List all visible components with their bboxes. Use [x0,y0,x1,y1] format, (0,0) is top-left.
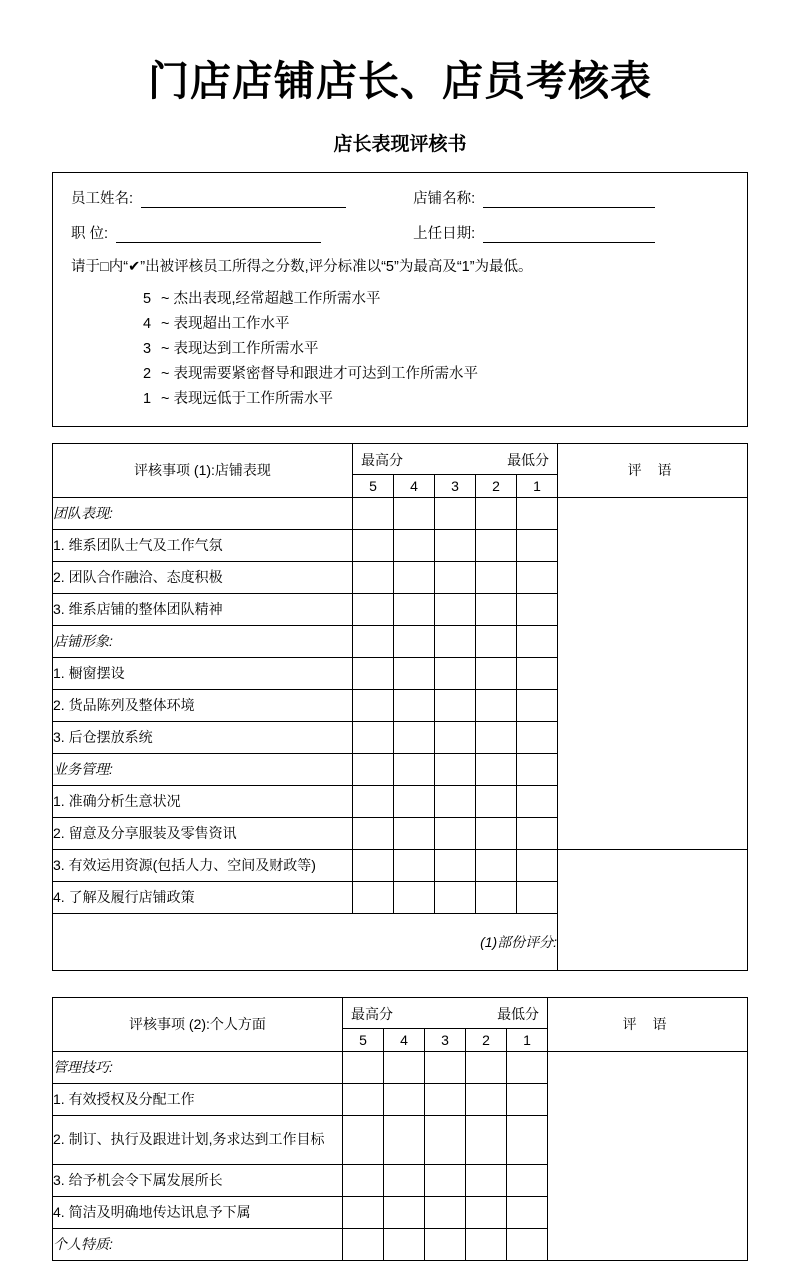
score-cell-5[interactable] [343,1115,384,1164]
score-cell-5[interactable] [353,625,394,657]
position-field[interactable] [71,222,413,243]
score-cell-5[interactable] [353,561,394,593]
employee-name-label: 员工姓名: [71,191,134,208]
scale-item-3: 3 ~ 表现达到工作所需水平 [71,337,729,362]
score-cell-5[interactable] [353,689,394,721]
score-col-4: 4 [394,474,435,497]
section1-item: 4. 了解及履行店铺政策 [53,881,353,913]
score-cell-4[interactable] [394,817,435,849]
section1-group3-category: 业务管理: [53,753,353,785]
score-cell-3[interactable] [425,1164,466,1196]
score-cell-4[interactable] [394,881,435,913]
section2-comment-cell[interactable] [548,1051,748,1260]
section1-rating-table [52,443,748,971]
score-cell-2[interactable] [476,593,517,625]
score-col-2: 2 [476,474,517,497]
score-cell-2[interactable] [476,753,517,785]
instruction-text: 请于□内“✔”出被评核员工所得之分数,评分标准以“5”为最高及“1”为最低。 [71,259,533,276]
store-name-label: 店铺名称: [413,191,476,208]
rating-scale-list [71,287,729,412]
score-cell-1[interactable] [507,1115,548,1164]
score-cell-3[interactable] [435,785,476,817]
score-cell-3[interactable] [435,593,476,625]
page-title: 门店店铺店长、店员考核表 [148,58,652,104]
score-cell-3[interactable] [435,721,476,753]
score-col-5: 5 [353,474,394,497]
scale-number-1: 1 [143,390,152,407]
start-date-field[interactable] [413,222,729,243]
start-date-label: 上任日期: [413,226,476,243]
scale-item-1: 1 ~ 表现远低于工作所需水平 [71,387,729,412]
score-cell-5[interactable] [353,817,394,849]
score-cell-1[interactable] [517,497,558,529]
score-cell-1[interactable] [517,881,558,913]
score-cell-4[interactable] [394,849,435,881]
score-col-5: 5 [343,1028,384,1051]
score-cell-4[interactable] [384,1115,425,1164]
score-cell-5[interactable] [353,593,394,625]
score-cell-1[interactable] [517,753,558,785]
section2-item: 3. 给予机会令下属发展所长 [53,1164,343,1196]
score-cell-2[interactable] [476,529,517,561]
score-cell-5[interactable] [353,721,394,753]
score-cell-3[interactable] [425,1196,466,1228]
score-col-1: 1 [507,1028,548,1051]
score-cell-2[interactable] [476,689,517,721]
score-col-2: 2 [466,1028,507,1051]
score-cell-4[interactable] [384,1083,425,1115]
score-cell-4[interactable] [394,785,435,817]
score-cell-4[interactable] [384,1228,425,1260]
score-cell-2[interactable] [476,561,517,593]
score-cell-4[interactable] [384,1196,425,1228]
score-cell-5[interactable] [353,497,394,529]
score-cell-1[interactable] [517,849,558,881]
score-cell-3[interactable] [425,1051,466,1083]
score-cell-4[interactable] [394,625,435,657]
score-cell-5[interactable] [353,785,394,817]
scale-item-2: 2 ~ 表现需要紧密督导和跟进才可达到工作所需水平 [71,362,729,387]
section1-minmax-header [353,443,558,474]
score-cell-4[interactable] [384,1051,425,1083]
score-cell-2[interactable] [466,1083,507,1115]
section1-item: 2. 留意及分享服装及零售资讯 [53,817,353,849]
max-score-label: 最高分 [351,1005,393,1022]
start-date-input[interactable] [483,227,655,243]
score-cell-4[interactable] [394,497,435,529]
score-cell-5[interactable] [353,657,394,689]
score-cell-1[interactable] [517,785,558,817]
score-cell-5[interactable] [343,1051,384,1083]
scale-item-4: 4 ~ 表现超出工作水平 [71,312,729,337]
score-cell-5[interactable] [343,1228,384,1260]
section1-comment-cell[interactable] [558,497,748,849]
score-cell-1[interactable] [517,529,558,561]
section1-header-row [53,443,748,474]
scale-text-4: 表现超出工作水平 [173,315,290,332]
section1-group2-category: 店铺形象: [53,625,353,657]
score-cell-2[interactable] [476,657,517,689]
score-cell-4[interactable] [394,561,435,593]
employee-name-field[interactable] [71,187,413,208]
score-cell-2[interactable] [466,1228,507,1260]
table-row [53,497,748,529]
position-input[interactable] [116,227,321,243]
scale-text-2: 表现需要紧密督导和跟进才可达到工作所需水平 [173,365,479,382]
section1-item: 2. 货品陈列及整体环境 [53,689,353,721]
score-cell-5[interactable] [343,1196,384,1228]
score-cell-1[interactable] [517,689,558,721]
score-cell-3[interactable] [425,1228,466,1260]
section2-item: 2. 制订、执行及跟进计划,务求达到工作目标 [53,1115,343,1164]
store-name-field[interactable] [413,187,729,208]
score-cell-2[interactable] [466,1051,507,1083]
score-cell-1[interactable] [507,1051,548,1083]
score-cell-1[interactable] [517,817,558,849]
score-cell-3[interactable] [435,529,476,561]
min-score-label: 最低分 [497,1005,540,1022]
section1-comment-header: 评 语 [558,443,748,497]
score-cell-4[interactable] [394,593,435,625]
section1-item: 2. 团队合作融洽、态度积极 [53,561,353,593]
score-cell-5[interactable] [343,1164,384,1196]
section1-item: 1. 橱窗摆设 [53,657,353,689]
score-cell-1[interactable] [507,1164,548,1196]
scale-text-3: 表现达到工作所需水平 [173,340,319,357]
score-cell-2[interactable] [476,817,517,849]
min-score-label: 最低分 [507,451,550,468]
score-cell-2[interactable] [476,625,517,657]
score-cell-5[interactable] [353,753,394,785]
score-cell-3[interactable] [435,497,476,529]
score-cell-5[interactable] [343,1083,384,1115]
score-cell-1[interactable] [517,721,558,753]
score-cell-3[interactable] [435,561,476,593]
table-row [53,1051,748,1083]
score-cell-3[interactable] [435,625,476,657]
score-cell-4[interactable] [384,1164,425,1196]
table-row [53,849,748,881]
employee-name-input[interactable] [141,192,346,208]
score-cell-4[interactable] [394,753,435,785]
score-cell-3[interactable] [435,849,476,881]
section2-heading: 评核事项 (2):个人方面 [53,997,343,1051]
score-cell-1[interactable] [517,593,558,625]
section1-item: 1. 维系团队士气及工作气氛 [53,529,353,561]
section2-header-row [53,997,748,1028]
score-cell-2[interactable] [466,1196,507,1228]
section2-group2-category: 个人特质: [53,1228,343,1260]
section1-item: 3. 有效运用资源(包括人力、空间及财政等) [53,849,353,881]
section1-item: 1. 准确分析生意状况 [53,785,353,817]
score-cell-3[interactable] [425,1083,466,1115]
score-cell-3[interactable] [435,689,476,721]
section1-group1-category: 团队表现: [53,497,353,529]
scale-number-4: 4 [143,315,152,332]
score-cell-3[interactable] [435,657,476,689]
section1-subtotal-label: (1)部份评分: [53,913,558,970]
max-score-label: 最高分 [361,451,403,468]
score-cell-2[interactable] [476,497,517,529]
score-cell-1[interactable] [517,657,558,689]
section1-item: 3. 后仓摆放系统 [53,721,353,753]
score-col-3: 3 [425,1028,466,1051]
store-name-input[interactable] [483,192,655,208]
score-col-1: 1 [517,474,558,497]
score-cell-4[interactable] [394,721,435,753]
score-cell-2[interactable] [476,849,517,881]
score-cell-3[interactable] [425,1115,466,1164]
section2-comment-header: 评 语 [548,997,748,1051]
scale-text-5: 杰出表现,经常超越工作所需水平 [173,290,381,307]
section2-group1-category: 管理技巧: [53,1051,343,1083]
score-cell-2[interactable] [476,881,517,913]
score-cell-2[interactable] [466,1164,507,1196]
section1-item: 3. 维系店铺的整体团队精神 [53,593,353,625]
score-cell-5[interactable] [353,881,394,913]
score-cell-4[interactable] [394,529,435,561]
info-row-1 [71,187,729,208]
score-cell-1[interactable] [507,1083,548,1115]
section1-heading: 评核事项 (1):店铺表现 [53,443,353,497]
score-cell-5[interactable] [353,529,394,561]
score-cell-2[interactable] [476,721,517,753]
score-col-3: 3 [435,474,476,497]
score-cell-3[interactable] [435,753,476,785]
section2-item: 1. 有效授权及分配工作 [53,1083,343,1115]
section1-comment-cell-lower[interactable] [558,849,748,970]
scale-number-5: 5 [143,290,152,307]
employee-info-box [52,172,748,426]
position-label: 职 位: [71,226,109,243]
score-cell-3[interactable] [435,881,476,913]
score-cell-1[interactable] [507,1228,548,1260]
score-cell-4[interactable] [394,657,435,689]
section2-rating-table [52,997,748,1261]
scale-number-3: 3 [143,340,152,357]
scale-text-1: 表现远低于工作所需水平 [173,390,334,407]
score-cell-2[interactable] [466,1115,507,1164]
score-cell-1[interactable] [507,1196,548,1228]
score-cell-1[interactable] [517,561,558,593]
page-subtitle: 店长表现评核书 [333,134,467,156]
score-cell-2[interactable] [476,785,517,817]
info-row-2 [71,222,729,243]
section2-minmax-header [343,997,548,1028]
score-cell-4[interactable] [394,689,435,721]
scale-number-2: 2 [143,365,152,382]
score-cell-1[interactable] [517,625,558,657]
section2-item: 4. 简洁及明确地传达讯息予下属 [53,1196,343,1228]
score-col-4: 4 [384,1028,425,1051]
score-cell-5[interactable] [353,849,394,881]
scale-item-5: 5 ~ 杰出表现,经常超越工作所需水平 [71,287,729,312]
table-gap [52,971,748,997]
score-cell-3[interactable] [435,817,476,849]
